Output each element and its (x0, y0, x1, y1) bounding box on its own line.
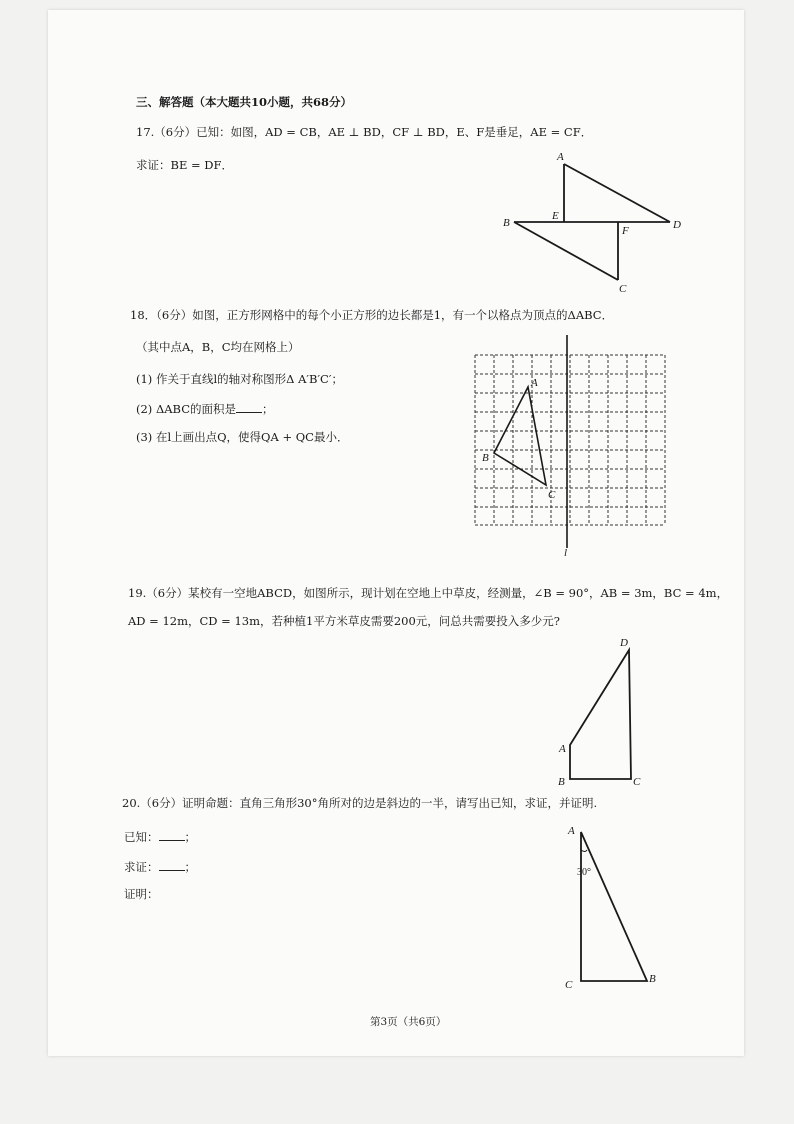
q17-statement: 17.（6分）已知：如图，AD = CB，AE ⊥ BD，CF ⊥ BD，E、F是垂足，AE = CF． (136, 125, 593, 139)
q19-statement: 19.（6分）某校有一空地ABCD，如图所示，现计划在空地上中草皮，经测量，∠B = 90°，AB = 3m，BC = 4m， (128, 586, 729, 600)
q20-known (124, 830, 196, 845)
q20-prove (124, 860, 196, 875)
q19-statement-cont: AD = 12m，CD = 13m，若种植1平方米草皮需要200元，问总共需要投入多少元? (128, 614, 560, 628)
q18-label-a: A (531, 377, 538, 389)
q18-label-c: C (548, 489, 556, 501)
q17-label-a: A (557, 151, 564, 163)
q17-label-f: F (622, 225, 629, 237)
q17-label-d: D (673, 219, 681, 231)
q18-part2 (136, 402, 274, 417)
q20-prove-label: 求证： (124, 860, 159, 874)
q17-prove: 求证：BE = DF． (136, 158, 233, 172)
q20-prove-sep: ； (184, 860, 196, 874)
q18-part2-text: (2) ΔABC的面积是 (136, 402, 237, 416)
q19-label-a: A (559, 743, 566, 755)
q20-label-a: A (568, 825, 575, 837)
q20-prove-blank[interactable] (159, 860, 185, 871)
q18-answer-blank[interactable] (236, 402, 262, 413)
q19-label-d: D (620, 637, 628, 649)
q20-label-c: C (565, 979, 573, 991)
q20-statement: 20.（6分）证明命题：直角三角形30°角所对的边是斜边的一半，请写出已知，求证，并证明. (122, 796, 598, 810)
q18-part3: (3) 在l上画出点Q，使得QA + QC最小． (136, 430, 349, 444)
page-footer: 第3页（共6页） (370, 1016, 447, 1028)
q20-known-blank[interactable] (159, 830, 185, 841)
q20-known-sep: ； (184, 830, 196, 844)
q19-label-c: C (633, 776, 641, 788)
angle-arc (581, 850, 587, 852)
q18-statement: 18．（6分）如图，正方形网格中的每个小正方形的边长都是1，有一个以格点为顶点的ΔABC． (130, 308, 614, 322)
q17-label-e: E (552, 210, 559, 222)
q17-label-b: B (503, 217, 510, 229)
quadrilateral-abcd (570, 650, 631, 779)
q20-proof: 证明： (124, 887, 159, 901)
q20-known-label: 已知： (124, 830, 159, 844)
section-title: 三、解答题（本大题共10小题，共68分） (136, 95, 353, 109)
q20-label-b: B (649, 973, 656, 985)
grid-lines (475, 355, 665, 525)
q18-label-l: l (564, 547, 568, 559)
triangle-abc (494, 387, 546, 485)
right-triangle-acb (581, 832, 647, 981)
q20-angle-label: 30° (577, 867, 591, 878)
q19-figure (552, 632, 642, 792)
q19-label-b: B (558, 776, 565, 788)
q18-label-b: B (482, 452, 489, 464)
q20-figure (560, 820, 670, 995)
q17-label-c: C (619, 283, 627, 295)
q18-note: （其中点A，B，C均在网格上） (136, 340, 300, 354)
q17-figure (498, 146, 688, 296)
q18-part1: (1) 作关于直线l的轴对称图形Δ A′B′C′； (136, 372, 343, 386)
q18-part2-end: ； (262, 402, 274, 416)
q18-grid-figure (470, 330, 690, 560)
